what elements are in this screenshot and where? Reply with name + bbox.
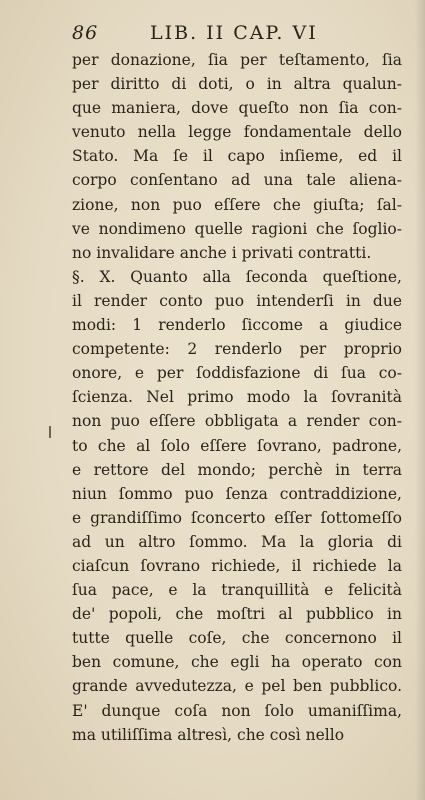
- running-head: [72, 22, 402, 48]
- text-line: tutte quelle coſe, che concernono il: [72, 629, 402, 648]
- text-line: venuto nella legge fondamentale dello: [72, 123, 402, 142]
- text-line: que maniera, dove queſto non ſia con-: [72, 99, 402, 118]
- text-line: competente: 2 renderlo per proprio: [72, 340, 402, 359]
- text-line: zione, non puo eſſere che giuſta; ſal-: [72, 195, 402, 214]
- body-text: [72, 48, 402, 747]
- text-line: §. X. Quanto alla ſeconda queſtione,: [72, 267, 402, 286]
- text-line: per diritto di doti, o in altra qualun-: [72, 75, 402, 94]
- text-line: de' popoli, che moſtri al pubblico in: [72, 605, 402, 624]
- text-line: grande avvedutezza, e pel ben pubblico.: [72, 677, 402, 696]
- text-line: ve nondimeno quelle ragioni che ſoglio-: [72, 219, 402, 238]
- text-line: to che al ſolo eſſere ſovrano, padrone,: [72, 436, 402, 455]
- text-line: ſua pace, e la tranquillità e felicità: [72, 581, 402, 600]
- text-line: ben comune, che egli ha operato con: [72, 653, 402, 672]
- text-line: non puo eſſere obbligata a render con-: [72, 412, 402, 431]
- text-line: il render conto puo intenderſi in due: [72, 291, 402, 310]
- text-line: modi: 1 renderlo ſiccome a giudice: [72, 316, 402, 335]
- page-number: 86: [72, 22, 99, 44]
- text-line: Stato. Ma ſe il capo inſieme, ed il: [72, 147, 402, 166]
- text-line: corpo conſentano ad una tale aliena-: [72, 171, 402, 190]
- text-line: niun ſommo puo ſenza contraddizione,: [72, 484, 402, 503]
- text-line: no invalidare anche i privati contratti.: [72, 243, 372, 262]
- text-line: e grandiſſimo ſconcerto eſſer ſottomeſſo: [72, 508, 402, 527]
- text-line: E' dunque coſa non ſolo umaniſſima,: [72, 701, 402, 720]
- text-line: ſcienza. Nel primo modo la ſovranità: [72, 388, 402, 407]
- margin-mark: [49, 426, 51, 438]
- text-line: e rettore del mondo; perchè in terra: [72, 460, 402, 479]
- text-line: ciaſcun ſovrano richiede, il richiede la: [72, 556, 402, 575]
- text-line: per donazione, ſia per teſtamento, ſia: [72, 51, 402, 69]
- text-line: ad un altro ſommo. Ma la gloria di: [72, 532, 402, 551]
- text-line: ma utiliſſima altresì, che così nello: [72, 725, 345, 744]
- text-line: onore, e per ſoddisfazione di ſua co-: [72, 364, 402, 383]
- chapter-header: LIB. II CAP. VI: [150, 22, 318, 44]
- page-gutter-shadow: [415, 0, 425, 800]
